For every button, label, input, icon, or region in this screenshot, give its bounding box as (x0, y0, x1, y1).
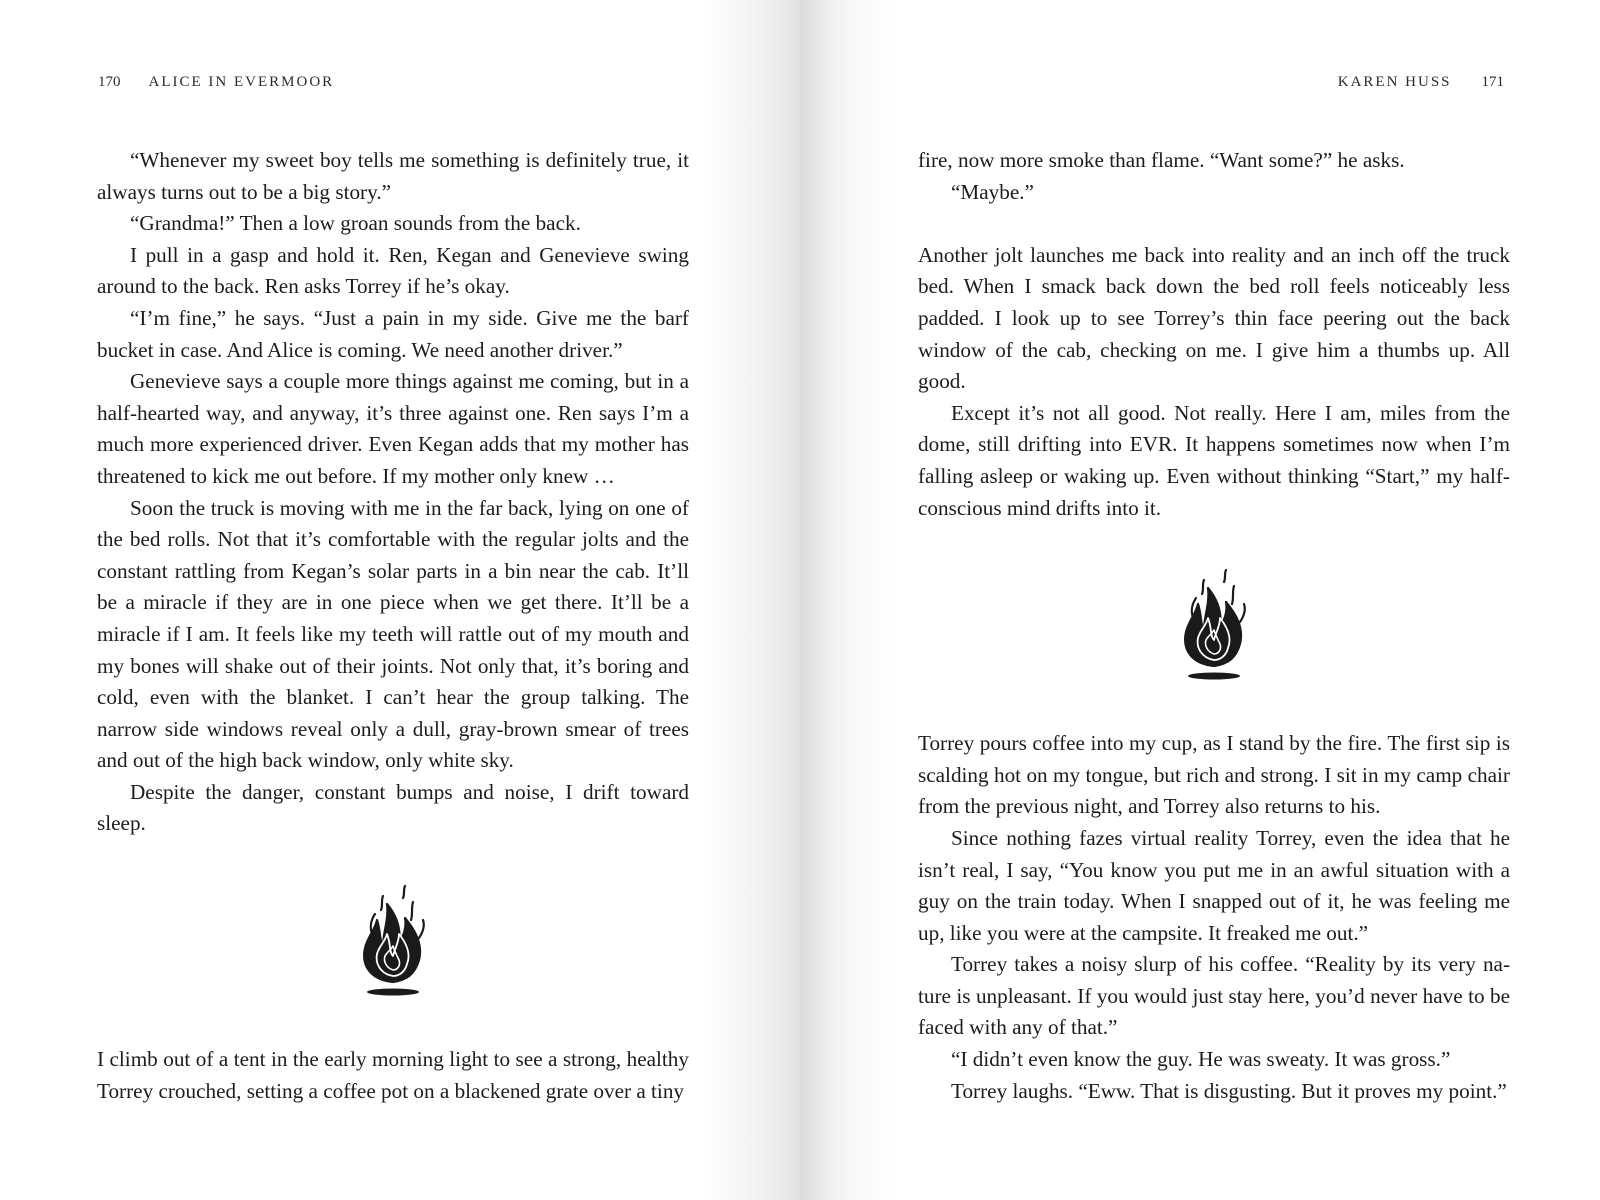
paragraph: “I’m fine,” he says. “Just a pain in my side. Give me the barf bucket in case. And Alice is coming. We need another driver.” (97, 305, 689, 362)
paragraph: Soon the truck is moving with me in the far back, lying on one of the bed rolls. Not that it’s comfortable with the regular jolts and the constant rattling from Kegan’s solar parts in a bin near the cab. It’ll be a miracle if they are in one piece when we get there. It’ll be a miracle if I am. It feels like my teeth will rattle out of my mouth and my bones will shake out of their joints. Not only that, it’s boring and cold, even with the blanket. I can’t hear the group talking. The narrow side windows reveal only a dull, gray-brown smear of trees and out of the high back window, only white sky. (97, 495, 689, 773)
left-page-number: 170 (98, 74, 121, 90)
left-page-text (97, 145, 689, 1107)
paragraph: Torrey pours coffee into my cup, as I stand by the fire. The first sip is scalding hot on my tongue, but rich and strong. I sit in my camp chair from the previous night, and Torrey also returns to his. (918, 731, 1510, 819)
paragraph: I pull in a gasp and hold it. Ren, Kegan and Genevieve swing around to the back. Ren asks Torrey if he’s okay. (97, 242, 689, 299)
flame-ornament (97, 880, 689, 1000)
paragraph: “Grandma!” Then a low groan sounds from the back. (130, 211, 581, 236)
paragraph: “Maybe.” (951, 179, 1034, 204)
paragraph: I climb out of a tent in the early morning light to see a strong, healthy Torrey crouched, setting a coffee pot on a blackened grate over a tiny (97, 1047, 689, 1103)
paragraph: Another jolt launches me back into reality and an inch off the truck bed. When I smack back down the bed roll feels noticeably less padded. I look up to see Torrey’s thin face peering out the back window of the cab, checking on me. I give him a thumbs up. All good. (918, 242, 1510, 394)
paragraph: Genevieve says a couple more things against me coming, but in a half-hearted way, and anyway, it’s three against one. Ren says I’m a much more experienced driver. Even Kegan adds that my mother has threatened to kick me out before. If my mother only knew … (97, 369, 689, 488)
paragraph: fire, now more smoke than flame. “Want some?” he asks. (918, 148, 1405, 172)
left-running-head: ALICE IN EVERMOOR (148, 74, 335, 90)
left-running-header (98, 74, 334, 91)
right-page-text (918, 145, 1510, 1107)
flame-icon (353, 880, 433, 1000)
paragraph: “I didn’t even know the guy. He was sweaty. It was gross.” (951, 1047, 1451, 1072)
paragraph: Torrey takes a noisy slurp of his coffee. “Reality by its very nature is unpleasant. If you would just stay here, you’d never have to be faced with any of that.” (918, 952, 1510, 1040)
flame-icon (1174, 564, 1254, 684)
right-page (800, 0, 1600, 1200)
right-page-number: 171 (1481, 74, 1504, 90)
paragraph: Torrey laughs. “Eww. That is disgusting. But it proves my point.” (951, 1078, 1507, 1103)
right-running-head: KAREN HUSS (1337, 74, 1452, 90)
paragraph: Despite the danger, constant bumps and noise, I drift toward sleep. (97, 779, 689, 836)
right-running-header (1338, 74, 1504, 91)
flame-ornament (918, 564, 1510, 684)
paragraph: “Whenever my sweet boy tells me something is definitely true, it always turns out to be a big story.” (97, 148, 689, 204)
paragraph: Since nothing fazes virtual reality Torrey, even the idea that he isn’t real, I say, “You know you put me in an awful situation with a guy on the train today. When I snapped out of it, he was feeling me up, like you were at the campsite. It freaked me out.” (918, 825, 1510, 945)
paragraph: Except it’s not all good. Not really. Here I am, miles from the dome, still drifting into EVR. It happens sometimes now when I’m falling asleep or waking up. Even without thinking “Start,” my half-conscious mind drifts into it. (918, 400, 1510, 520)
